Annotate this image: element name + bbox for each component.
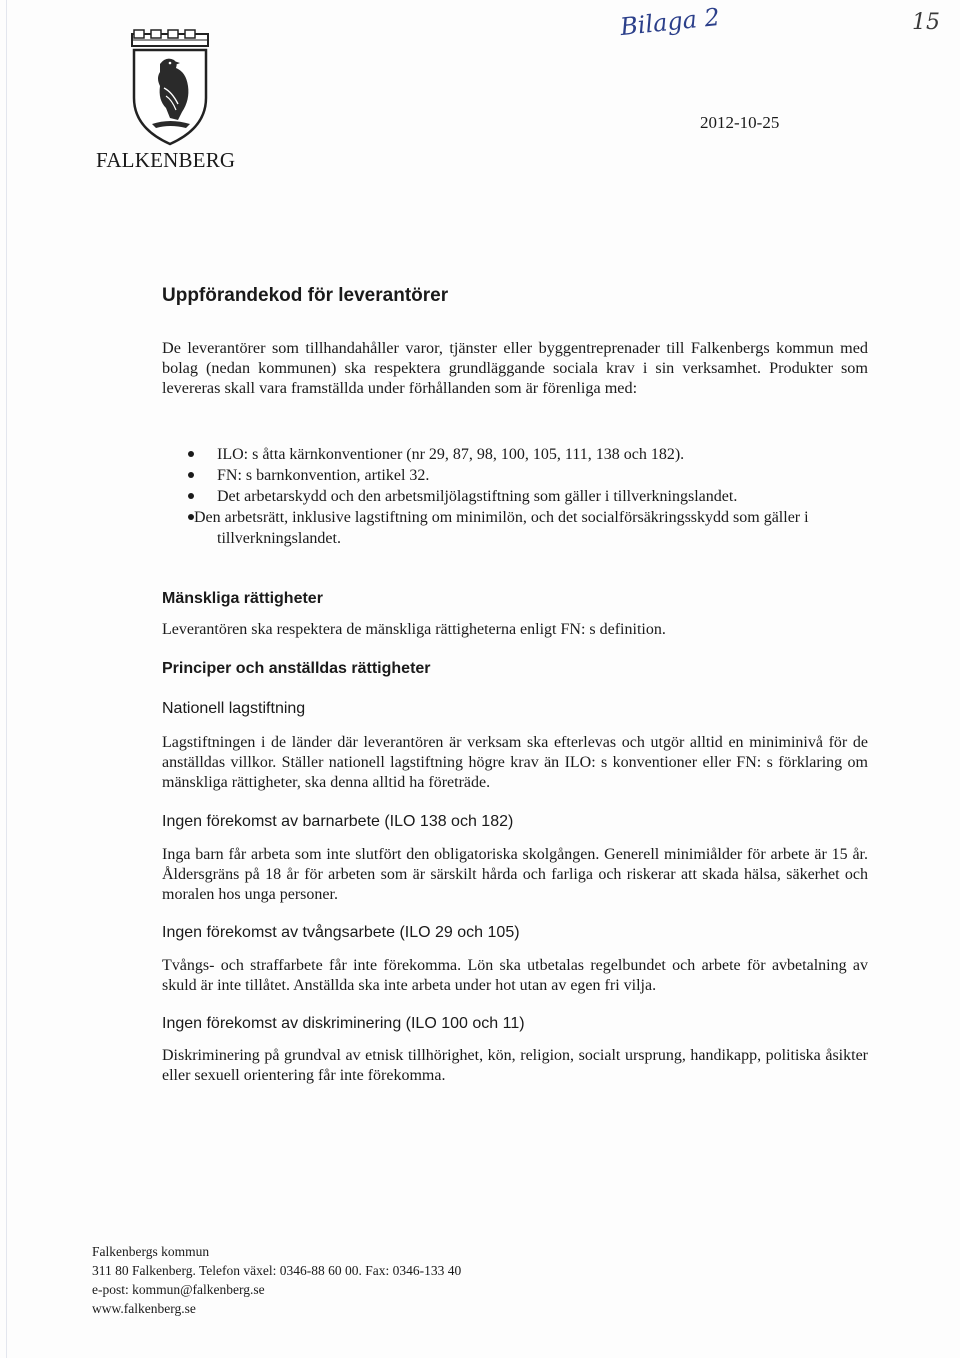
discrimination-text: Diskriminering på grundval av etnisk tillhörighet, kön, religion, socialt ursprung, handikapp, politiska åsikter eller sexuell orientering får inte förekomma. (162, 1047, 868, 1084)
footer-contact (92, 1242, 461, 1318)
list-item (162, 444, 868, 465)
list-item-text: ILO: s åtta kärnkonventioner (nr 29, 87, 98, 100, 105, 111, 138 och 182). (217, 446, 685, 463)
footer-address-phone: 311 80 Falkenberg. Telefon växel: 0346-88 60 00. Fax: 0346-133 40 (92, 1263, 462, 1278)
list-item-text: FN: s barnkonvention, artikel 32. (217, 467, 430, 484)
footer-org-name: Falkenbergs kommun (92, 1244, 210, 1259)
bullet-icon (188, 451, 194, 457)
child-labour-text: Inga barn får arbeta som inte slutfört den obligatoriska skolgången. Generell minimiålder för arbete är 15 år. Åldersgräns på 18 år för arbeten som är särskilt hårda och farliga och riskerar att skada hälsa, säkerhet och moralen hos unga personer. (162, 846, 868, 903)
handwritten-page-number: 15 (912, 10, 940, 35)
bullet-icon (188, 514, 194, 520)
intro-paragraph: De leverantörer som tillhandahåller varor, tjänster eller byggentreprenader till Falkenbergs kommun med bolag (nedan kommunen) ska respektera grundläggande sociala krav i sin verksamhet. Produkter som levereras skall vara framställda under förhållanden som är förenliga med: (162, 339, 868, 397)
section-heading-principles: Principer och anställdas rättigheter (162, 660, 431, 677)
list-item (162, 486, 868, 507)
list-item (162, 507, 868, 549)
handwritten-annotation: Bilaga 2 (618, 2, 722, 42)
requirements-list (162, 444, 868, 549)
bullet-icon (188, 472, 194, 478)
list-item-text: Den arbetsrätt, inklusive lagstiftning om minimilön, och det socialförsäkringsskydd som gäller i tillverkningslandet. (194, 509, 809, 547)
coat-of-arms-falcon-icon (120, 28, 220, 148)
list-item (162, 465, 868, 486)
scan-edge-line (6, 0, 7, 1358)
footer-email: e-post: kommun@falkenberg.se (92, 1282, 265, 1297)
bullet-icon (188, 493, 194, 499)
list-item-text: Det arbetarskydd och den arbetsmiljölagstiftning som gäller i tillverkningslandet. (217, 488, 738, 505)
subheading-discrimination: Ingen förekomst av diskriminering (ILO 100 och 11) (162, 1015, 525, 1032)
subheading-child-labour: Ingen förekomst av barnarbete (ILO 138 och 182) (162, 813, 514, 830)
document-date: 2012-10-25 (700, 113, 780, 132)
footer-website: www.falkenberg.se (92, 1301, 196, 1316)
human-rights-text: Leverantören ska respektera de mänskliga rättigheterna enligt FN: s definition. (162, 621, 666, 638)
document-title: Uppförandekod för leverantörer (162, 285, 449, 306)
subheading-national-law: Nationell lagstiftning (162, 700, 306, 717)
national-law-text: Lagstiftningen i de länder där leverantören är verksam ska efterlevas och utgör alltid en miniminivå för de anställdas villkor. Ställer nationell lagstiftning högre krav än ILO: s konventioner eller FN: s förklaring om mänskliga rättigheter, ska denna alltid ha företräde. (162, 734, 868, 791)
section-heading-human-rights: Mänskliga rättigheter (162, 590, 323, 607)
forced-labour-text: Tvångs- och straffarbete får inte förekomma. Lön ska utbetalas regelbundet och arbete för avbetalning av skuld är inte tillåtet. Anställda ska inte arbeta under hot utan av egen fri vilja. (162, 957, 868, 994)
subheading-forced-labour: Ingen förekomst av tvångsarbete (ILO 29 och 105) (162, 924, 520, 941)
organization-name: FALKENBERG (96, 148, 236, 172)
